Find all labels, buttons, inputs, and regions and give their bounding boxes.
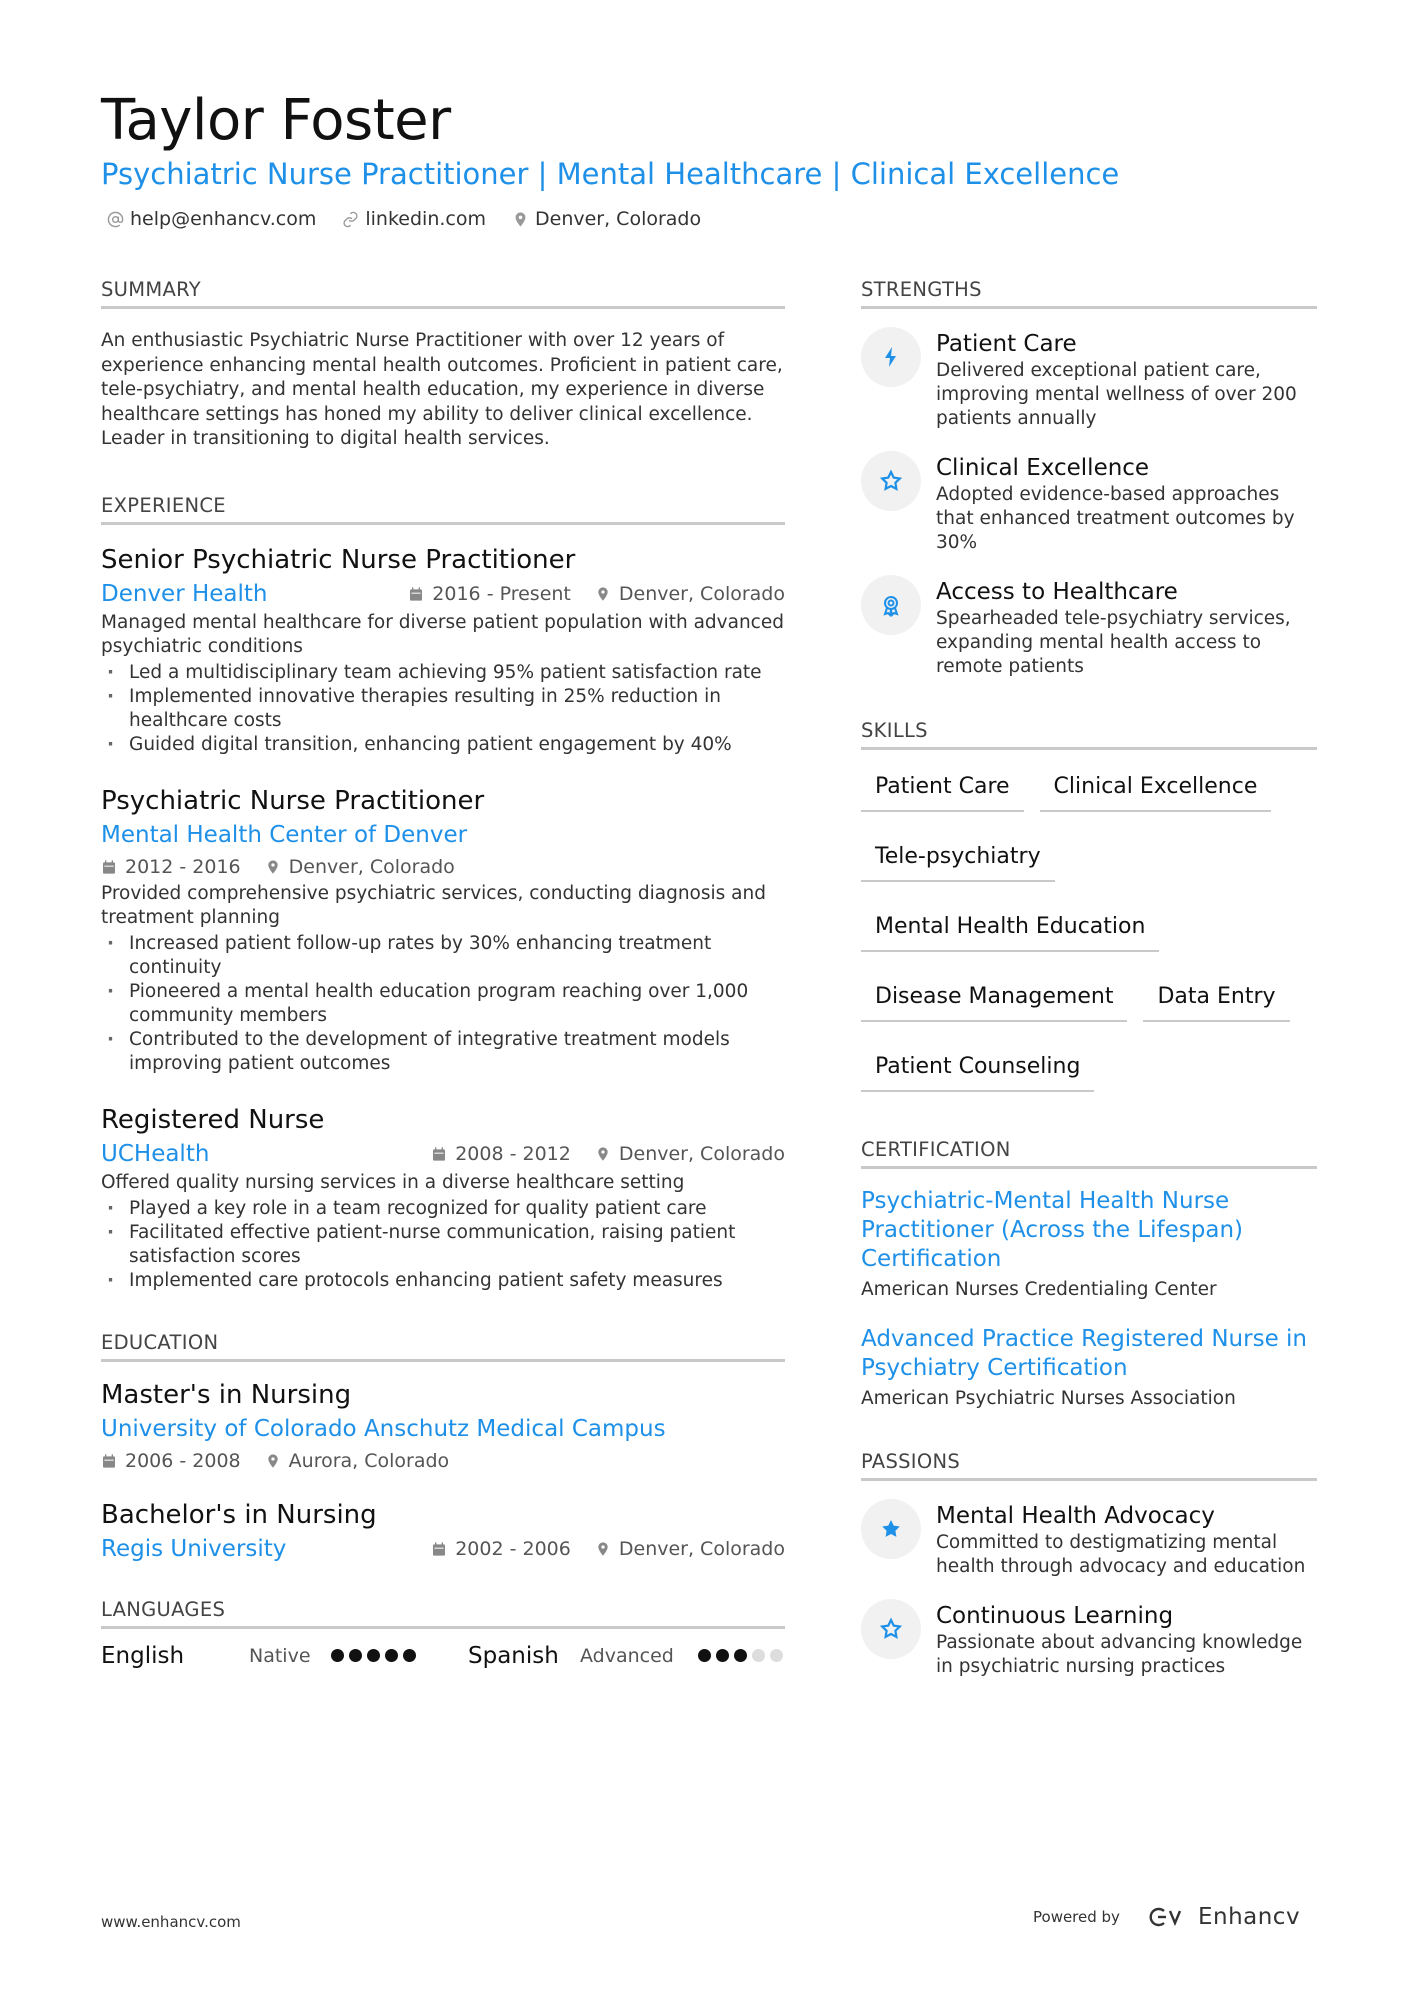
strength-item (861, 453, 1317, 555)
summary-text: An enthusiastic Psychiatric Nurse Practitioner with over 12 years of experience enhancing mental health outcomes. Proficient in patient care, tele-psychiatry, and mental health education, my experience in diverse healthcare settings has honed my ability to deliver clinical excellence. Leader in transitioning to digital health services. (101, 330, 783, 449)
job-dates-text: 2012 - 2016 (125, 855, 241, 878)
certification-title[interactable]: Advanced Practice Registered Nurse in Psychiatry Certification (861, 1326, 1307, 1381)
job-bullet: · Implemented care protocols enhancing patient safety measures (101, 1269, 785, 1293)
calendar-icon (101, 859, 117, 875)
education-school-row (101, 1532, 785, 1566)
enhancv-logo[interactable] (1144, 1904, 1300, 1930)
job-title: Senior Psychiatric Nurse Practitioner (101, 544, 576, 575)
award-icon (879, 593, 903, 617)
location-pin-icon (595, 586, 611, 602)
right-column (861, 276, 1317, 1701)
strength-item (861, 577, 1317, 679)
calendar-icon (101, 1453, 117, 1469)
strengths-section (861, 276, 1317, 679)
strength-description: Adopted evidence-based approaches that enhanced treatment outcomes by 30% (936, 484, 1295, 553)
job-description: Managed mental healthcare for diverse patient population with advanced psychiatric conditions (101, 611, 784, 657)
job-bullets (101, 661, 785, 757)
job-bullet: · Pioneered a mental health education program reaching over 1,000 community members (101, 980, 785, 1028)
degree: Bachelor's in Nursing (101, 1499, 377, 1530)
strength-icon-wrap (861, 451, 921, 511)
strength-description: Delivered exceptional patient care, improving mental wellness of over 200 patients annually (936, 360, 1297, 429)
certification-title[interactable]: Psychiatric-Mental Health Nurse Practitioner (Across the Lifespan) Certification (861, 1188, 1244, 1272)
contact-linkedin[interactable] (342, 208, 486, 230)
education-location-text: Aurora, Colorado (288, 1449, 450, 1472)
strength-icon-wrap (861, 575, 921, 635)
location-pin-icon (265, 1453, 281, 1469)
strengths-heading: STRENGTHS (861, 276, 1317, 309)
skill-tag: Mental Health Education (861, 906, 1159, 952)
language-list (101, 1643, 785, 1669)
job-location-text: Denver, Colorado (288, 855, 455, 878)
powered-by-text: Powered by (1033, 1908, 1120, 1926)
languages-section (101, 1596, 785, 1669)
skill-tag: Patient Counseling (861, 1046, 1094, 1092)
language-level: Native (249, 1644, 311, 1667)
candidate-title: Psychiatric Nurse Practitioner | Mental Healthcare | Clinical Excellence (101, 157, 1120, 191)
passion-description: Passionate about advancing knowledge in psychiatric nursing practices (936, 1632, 1303, 1677)
passions-section (861, 1448, 1317, 1679)
star-outline-icon (879, 1617, 903, 1641)
passion-item (861, 1501, 1317, 1579)
job-bullet: · Led a multidisciplinary team achieving 95% patient satisfaction rate (101, 661, 785, 685)
star-outline-icon (879, 469, 903, 493)
education-dates-text: 2006 - 2008 (125, 1449, 241, 1472)
experience-section (101, 492, 785, 1293)
job-location-text: Denver, Colorado (618, 1142, 785, 1165)
passion-title: Mental Health Advocacy (936, 1503, 1215, 1529)
job-company[interactable]: Mental Health Center of Denver (101, 821, 468, 848)
bolt-icon (879, 345, 903, 369)
job-bullets (101, 1197, 785, 1293)
location-pin-icon (595, 1541, 611, 1557)
education-meta (431, 1532, 785, 1566)
strength-description: Spearheaded tele-psychiatry services, expanding mental health access to remote patients (936, 608, 1291, 677)
job-description: Offered quality nursing services in a diverse healthcare setting (101, 1171, 685, 1193)
certification-item (861, 1325, 1317, 1412)
rating-dot-filled (385, 1649, 398, 1662)
job-company[interactable]: UCHealth (101, 1140, 210, 1167)
passions-heading: PASSIONS (861, 1448, 1317, 1481)
certification-section (861, 1136, 1317, 1412)
school[interactable]: University of Colorado Anschutz Medical Campus (101, 1415, 666, 1442)
star-icon (879, 1517, 903, 1541)
job-description: Provided comprehensive psychiatric services, conducting diagnosis and treatment planning (101, 882, 766, 928)
job-company-row (101, 1137, 785, 1171)
calendar-icon (431, 1146, 447, 1162)
job-bullet: · Guided digital transition, enhancing patient engagement by 40% (101, 733, 785, 757)
job-company[interactable]: Denver Health (101, 580, 268, 607)
skill-list (861, 766, 1317, 1092)
footer-brand (1033, 1904, 1300, 1930)
summary-heading: SUMMARY (101, 276, 785, 309)
strength-item (861, 329, 1317, 431)
rating-dot-filled (734, 1649, 747, 1662)
job-meta (408, 577, 785, 611)
job-dates (408, 577, 571, 611)
rating-dot-filled (367, 1649, 380, 1662)
job-bullet: · Facilitated effective patient-nurse communication, raising patient satisfaction scores (101, 1221, 785, 1269)
education-entry (101, 1498, 785, 1566)
enhancv-logo-icon (1144, 1905, 1190, 1929)
rating-dot-empty (770, 1649, 783, 1662)
location-pin-icon (595, 1146, 611, 1162)
certification-org: American Psychiatric Nurses Association (861, 1388, 1236, 1409)
job-entry (101, 543, 785, 757)
job-dates (101, 852, 241, 882)
job-meta (431, 1137, 785, 1171)
location-pin-icon (265, 859, 281, 875)
footer-website[interactable]: www.enhancv.com (101, 1913, 241, 1931)
resume-header (101, 86, 1321, 230)
location-text: Denver, Colorado (535, 208, 702, 230)
job-company-row (101, 577, 785, 611)
passion-icon-wrap (861, 1499, 921, 1559)
strength-title: Patient Care (936, 331, 1077, 357)
skills-section (861, 717, 1317, 1092)
skill-tag: Clinical Excellence (1040, 766, 1272, 812)
strength-title: Clinical Excellence (936, 455, 1150, 481)
passion-item (861, 1601, 1317, 1679)
candidate-name: Taylor Foster (101, 88, 451, 153)
contact-email[interactable] (107, 208, 316, 230)
education-location-text: Denver, Colorado (618, 1537, 785, 1560)
rating-dot-filled (716, 1649, 729, 1662)
certification-org: American Nurses Credentialing Center (861, 1279, 1217, 1300)
job-bullet: · Implemented innovative therapies resulting in 25% reduction in healthcare costs (101, 685, 785, 733)
job-dates (431, 1137, 571, 1171)
location-pin-icon (512, 211, 529, 228)
job-location (265, 852, 455, 882)
left-column (101, 276, 785, 1689)
skill-tag: Data Entry (1143, 976, 1289, 1022)
skills-heading: SKILLS (861, 717, 1317, 750)
experience-heading: EXPERIENCE (101, 492, 785, 525)
job-title: Psychiatric Nurse Practitioner (101, 785, 485, 816)
job-title: Registered Nurse (101, 1104, 325, 1135)
email-text: help@enhancv.com (130, 208, 317, 230)
languages-heading: LANGUAGES (101, 1596, 785, 1629)
language-rating (698, 1649, 783, 1662)
job-bullet: · Contributed to the development of integrative treatment models improving patient outcomes (101, 1028, 785, 1076)
rating-dot-filled (403, 1649, 416, 1662)
job-entry (101, 1103, 785, 1293)
strength-title: Access to Healthcare (936, 579, 1178, 605)
rating-dot-filled (349, 1649, 362, 1662)
school[interactable]: Regis University (101, 1535, 287, 1562)
job-dates-text: 2008 - 2012 (455, 1142, 571, 1165)
education-location (265, 1446, 450, 1476)
education-location (595, 1532, 785, 1566)
language-name: Spanish (468, 1642, 559, 1669)
passion-title: Continuous Learning (936, 1603, 1174, 1629)
calendar-icon (408, 586, 424, 602)
contact-location (512, 208, 701, 230)
skill-tag: Patient Care (861, 766, 1024, 812)
education-section (101, 1329, 785, 1566)
education-dates (101, 1446, 241, 1476)
calendar-icon (431, 1541, 447, 1557)
job-meta (101, 852, 785, 882)
passion-icon-wrap (861, 1599, 921, 1659)
education-entry (101, 1378, 785, 1476)
job-location-text: Denver, Colorado (618, 582, 785, 605)
link-icon (342, 211, 359, 228)
degree: Master's in Nursing (101, 1379, 352, 1410)
job-entry (101, 784, 785, 1076)
certification-item (861, 1187, 1317, 1303)
job-location (595, 577, 785, 611)
education-meta (101, 1446, 785, 1476)
summary-section (101, 276, 785, 452)
job-bullets (101, 932, 785, 1076)
contact-row (101, 208, 1321, 230)
certification-heading: CERTIFICATION (861, 1136, 1317, 1169)
linkedin-text: linkedin.com (365, 208, 486, 230)
education-dates-text: 2002 - 2006 (455, 1537, 571, 1560)
job-dates-text: 2016 - Present (432, 582, 571, 605)
rating-dot-filled (698, 1649, 711, 1662)
education-heading: EDUCATION (101, 1329, 785, 1362)
at-icon (107, 211, 124, 228)
passion-description: Committed to destigmatizing mental health through advocacy and education (936, 1532, 1306, 1577)
strength-icon-wrap (861, 327, 921, 387)
language-name: English (101, 1642, 185, 1669)
language-level: Advanced (580, 1644, 674, 1667)
job-bullet: · Increased patient follow-up rates by 30% enhancing treatment continuity (101, 932, 785, 980)
brand-name: Enhancv (1197, 1904, 1301, 1930)
education-dates (431, 1532, 571, 1566)
job-location (595, 1137, 785, 1171)
job-bullet: · Played a key role in a team recognized for quality patient care (101, 1197, 785, 1221)
rating-dot-empty (752, 1649, 765, 1662)
rating-dot-filled (331, 1649, 344, 1662)
skill-tag: Disease Management (861, 976, 1127, 1022)
skill-tag: Tele-psychiatry (861, 836, 1055, 882)
language-rating (331, 1649, 416, 1662)
